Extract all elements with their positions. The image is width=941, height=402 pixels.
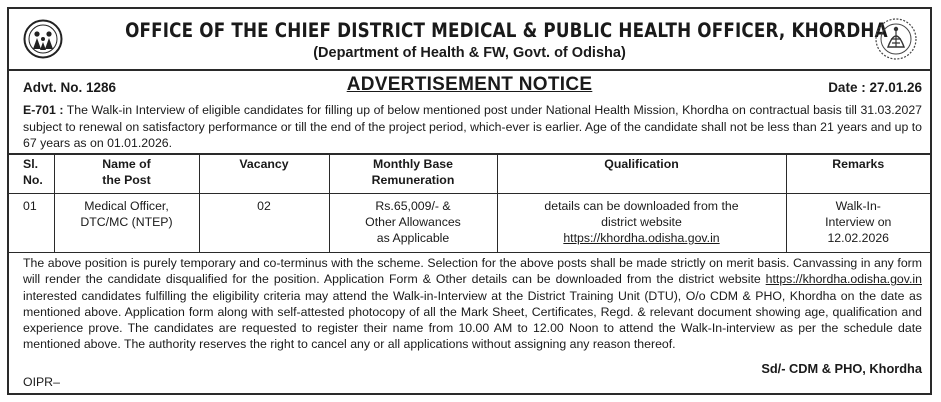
advertisement-notice	[7, 7, 932, 395]
col-post-name: Name of the Post	[54, 154, 199, 194]
col-remuneration: Monthly Base Remuneration	[329, 154, 497, 194]
table-row	[9, 194, 930, 253]
cell-qualification: details can be downloaded from the district website https://khordha.odisha.gov.in	[497, 194, 786, 253]
nhm-logo-icon	[23, 19, 63, 59]
notice-title: ADVERTISEMENT NOTICE	[346, 74, 593, 95]
district-website-link[interactable]: https://khordha.odisha.gov.in	[563, 231, 720, 245]
col-qualification: Qualification	[497, 154, 786, 194]
table-header-row	[9, 154, 930, 194]
col-remarks: Remarks	[786, 154, 930, 194]
cell-vacancy: 02	[199, 194, 329, 253]
office-name: OFFICE OF THE CHIEF DISTRICT MEDICAL & PUBLIC HEALTH OFFICER, KHORDHA	[125, 19, 888, 42]
cell-sl-no: 01	[9, 194, 54, 253]
reference-number: E-701 :	[23, 103, 64, 117]
signature: Sd/- CDM & PHO, Khordha	[761, 361, 922, 376]
cell-remarks: Walk-In- Interview on 12.02.2026	[786, 194, 930, 253]
advertisement-number: Advt. No. 1286	[23, 80, 117, 95]
terms-paragraph: The above position is purely temporary and co-terminus with the scheme. Selection for the above posts shall be made strictly on merit basis. Canvassing in any form will render the candidate disqualified for the position. Application Form & Other details can be downloaded from the district website https://khordha.odisha.gov.in interested candidates fulfilling the eligibility criteria may attend the Walk-in-Interview at the District Training Unit (DTU), O/o CDM & PHO, Khordha on the date as mentioned above. Application form along with self-attested photocopy of all the Mark Sheet, Certificates, Regd. & relevant document showing age, qualification and experience prove. The candidates are requested to register their name from 10.00 AM to 12.00 Noon to attend the Walk-In-interview as per the schedule date mentioned above. The authority reserves the right to cancel any or all applications without assigning any reason thereof.	[23, 256, 922, 352]
oipr-code: OIPR–	[23, 375, 60, 389]
cell-post-name: Medical Officer, DTC/MC (NTEP)	[54, 194, 199, 253]
notice-date: Date : 27.01.26	[828, 80, 922, 95]
intro-paragraph	[23, 102, 922, 152]
posts-table	[9, 153, 930, 253]
cell-remuneration: Rs.65,009/- & Other Allowances as Applicable	[329, 194, 497, 253]
col-vacancy: Vacancy	[199, 154, 329, 194]
district-website-link[interactable]: https://khordha.odisha.gov.in	[765, 272, 922, 287]
notice-header	[9, 9, 930, 71]
col-sl-no: Sl. No.	[9, 154, 54, 194]
intro-text: The Walk-in Interview of eligible candidates for filling up of below mentioned post under National Health Mission, Khordha on contractual basis till 31.03.2027 subject to renewal on satisfactory performance or till the end of the project period, which-ever is earlier. Age of the candidate shall not be less than 21 years and up to 67 years as on 01.01.2026.	[23, 103, 922, 150]
odisha-emblem-icon	[874, 17, 918, 61]
department-name: (Department of Health & FW, Govt. of Odisha)	[313, 45, 626, 61]
